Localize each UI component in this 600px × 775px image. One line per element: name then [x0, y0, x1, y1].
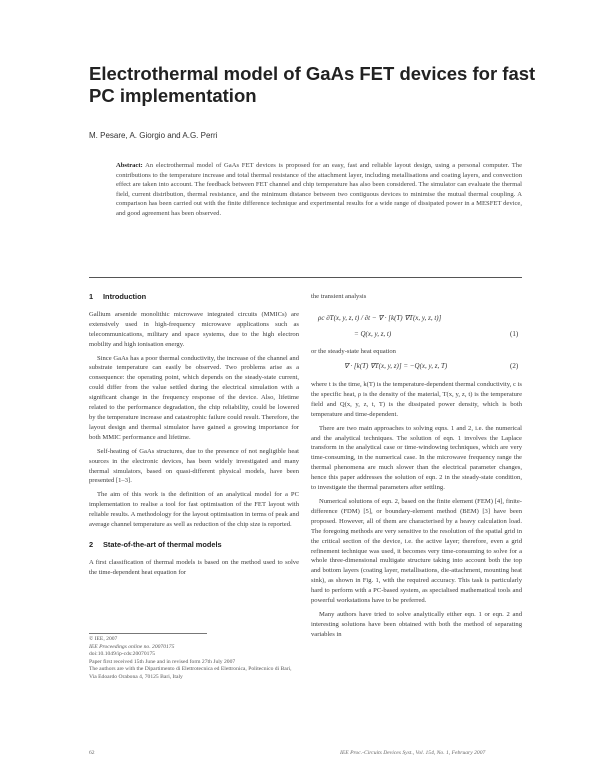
page-number: 62 — [89, 750, 95, 756]
steady-lead-block — [311, 347, 522, 357]
abstract-label: Abstract: — [116, 162, 143, 169]
footnote-copyright: © IEE, 2007 — [89, 636, 118, 642]
section-title: Introduction — [103, 292, 147, 301]
section-title: State-of-the-art of thermal models — [103, 539, 222, 549]
paper-title: Electrothermal model of GaAs FET devices for fast PC implementation — [89, 63, 536, 106]
footnote-rule — [89, 633, 207, 634]
section-number: 1 — [89, 292, 94, 301]
equation-1-bottom: = Q(x, y, z, t) — [354, 330, 392, 338]
footnote-doi: doi:10.1049/ip-cds:20070175 — [89, 651, 156, 658]
journal-footer: IEE Proc.-Circuits Devices Syst., Vol. 154, No. 1, February 2007 — [340, 750, 486, 756]
section-heading-state — [89, 540, 299, 550]
footnote-box — [89, 633, 299, 682]
abstract-text: An electrothermal model of GaAs FET devices is proposed for an easy, fast and reliable layout design, using a personal computer. The contributions to the temperature increase and total thermal resistance of the attachment layer, including metallisations and coating layers, and convection effect are taken into account. The feedback between FET channel and chip temperature has also been considered. The simulator can evaluate the thermal field, current distribution, thermal resistance, and the minimum distance between two contiguous devices to minimise the mutual thermal coupling. A comparison has been carried out with the finite difference technique and experimental results for a wide range of dissipated power in a MESFET device, and good agreement has been observed. — [116, 162, 522, 217]
equation-2: ∇ · [k(T) ∇T(x, y, z)] = −Q(x, y, z, T) — [344, 362, 448, 370]
equation-2-number: (2) — [510, 362, 519, 370]
right-paragraph-2: There are two main approaches to solving eqns. 1 and 2, i.e. the numerical and the analytical techniques. The solution of eqn. 1 involves the Laplace transform in the analytical case or time-windowing techniques, which are very time-consuming, in the numerical case. In the microwave frequency range the thermal phenomena are much slower than the electrical parameter changes, hence this paper addresses the solution of eqn. 2 in the steady-state condition, to investigate the thermal parameters after settling. — [311, 424, 522, 492]
footnote-received: Paper first received 15th June and in revised form 27th July 2007 — [89, 658, 236, 665]
right-column — [311, 380, 522, 640]
state-paragraph-1: A first classification of thermal models is based on the method used to solve the time-dependent heat equation for — [89, 558, 299, 576]
footnote-proceedings: IEE Proceedings online no. 20070175 — [89, 643, 175, 650]
header-divider — [89, 277, 522, 278]
right-paragraph-4: Many authors have tried to solve analytically either eqn. 1 or eqn. 2 and interesting solutions have been obtained with both the method of separating variables in — [311, 610, 522, 638]
section-heading-intro — [89, 292, 299, 302]
intro-paragraph-1: Gallium arsenide monolithic microwave integrated circuits (MMICs) are extensively used in high-frequency microwave applications such as telecommunications, military and space systems, due to the high electron mobility and high ionisation energy. — [89, 310, 299, 348]
section-number: 2 — [89, 539, 94, 549]
left-column — [89, 292, 299, 578]
abstract — [116, 161, 522, 219]
equation-1-number: (1) — [510, 330, 519, 338]
right-column-top — [311, 292, 522, 302]
intro-paragraph-3: Self-heating of GaAs structures, due to the presence of not negligible heat sources in the electronic devices, has been widely investigated and many thermal simulators, based on quasi-different physical models, have been presented [1–3]. — [89, 447, 299, 485]
intro-paragraph-4: The aim of this work is the definition of an analytical model for a PC implementation to realise a tool for fast optimisation of the FET layout with reliable results. A methodology for the layout optimisation in terms of peak and average channel temperature as well as reduction of the chip size is reported. — [89, 491, 299, 529]
right-paragraph-3: Numerical solutions of eqn. 2, based on the finite element (FEM) [4], finite-difference (FDM) [5], or boundary-element method (BEM) [3] have been proposed. However, all of them are characterised by a heavy calculation load. The foregoing methods are very sensitive to the resolution of the spatial grid in the critical section of the device, i.e. the active layer; therefore, even a grid refinement technique was used, it becomes very time-consuming to solve for a whole three-dimensional multigate structure taking into account both the top and bottom layers (coating layer, metallisations, die-attachment, mounting heat sink), as shown in Fig. 1, with the required accuracy. This task is particularly hard to perform with a PC-based system, as specialised mathematical tools and powerful workstations have to be preferred. — [311, 497, 522, 605]
intro-paragraph-2: Since GaAs has a poor thermal conductivity, the increase of the channel and substrate temperature can easily be observed. Two problems arise as a consequence: the operating point, which depends on the steady-state current, could differ from the value settled during the electrical simulation with a significant change in the frequency response of the device. Also, lifetime related to the performance degradation, the chip reliability, could be lowered by the temperature increase and catastrophic failure could result. Therefore, the layout design and thermal simulator have gained a growing importance for both MMIC performance and lifetime. — [89, 354, 299, 441]
transient-lead: the transient analysis — [311, 293, 367, 300]
footnote-affiliation: The authors are with the Dipartimento di Elettrotecnica ed Elettronica, Politecnico di Bari, Via Edoardo Orabona 4, 70125 Bari, Italy — [89, 666, 292, 680]
right-paragraph-1: where t is the time, k(T) is the temperature-dependent thermal conductivity, c is the specific heat, ρ is the density of the material, T(x, y, z, t) is the temperature field and Q(x, y, z, t, T) is the dissipated power density, which is both temperature and time-dependent. — [311, 381, 522, 418]
equation-1-top: ρc ∂T(x, y, z, t) / ∂t − ∇ · [k(T) ∇T(x, y, z, t)] — [318, 314, 442, 322]
paper-authors: M. Pesare, A. Giorgio and A.G. Perri — [89, 131, 218, 140]
steady-lead: or the steady-state heat equation — [311, 348, 396, 355]
